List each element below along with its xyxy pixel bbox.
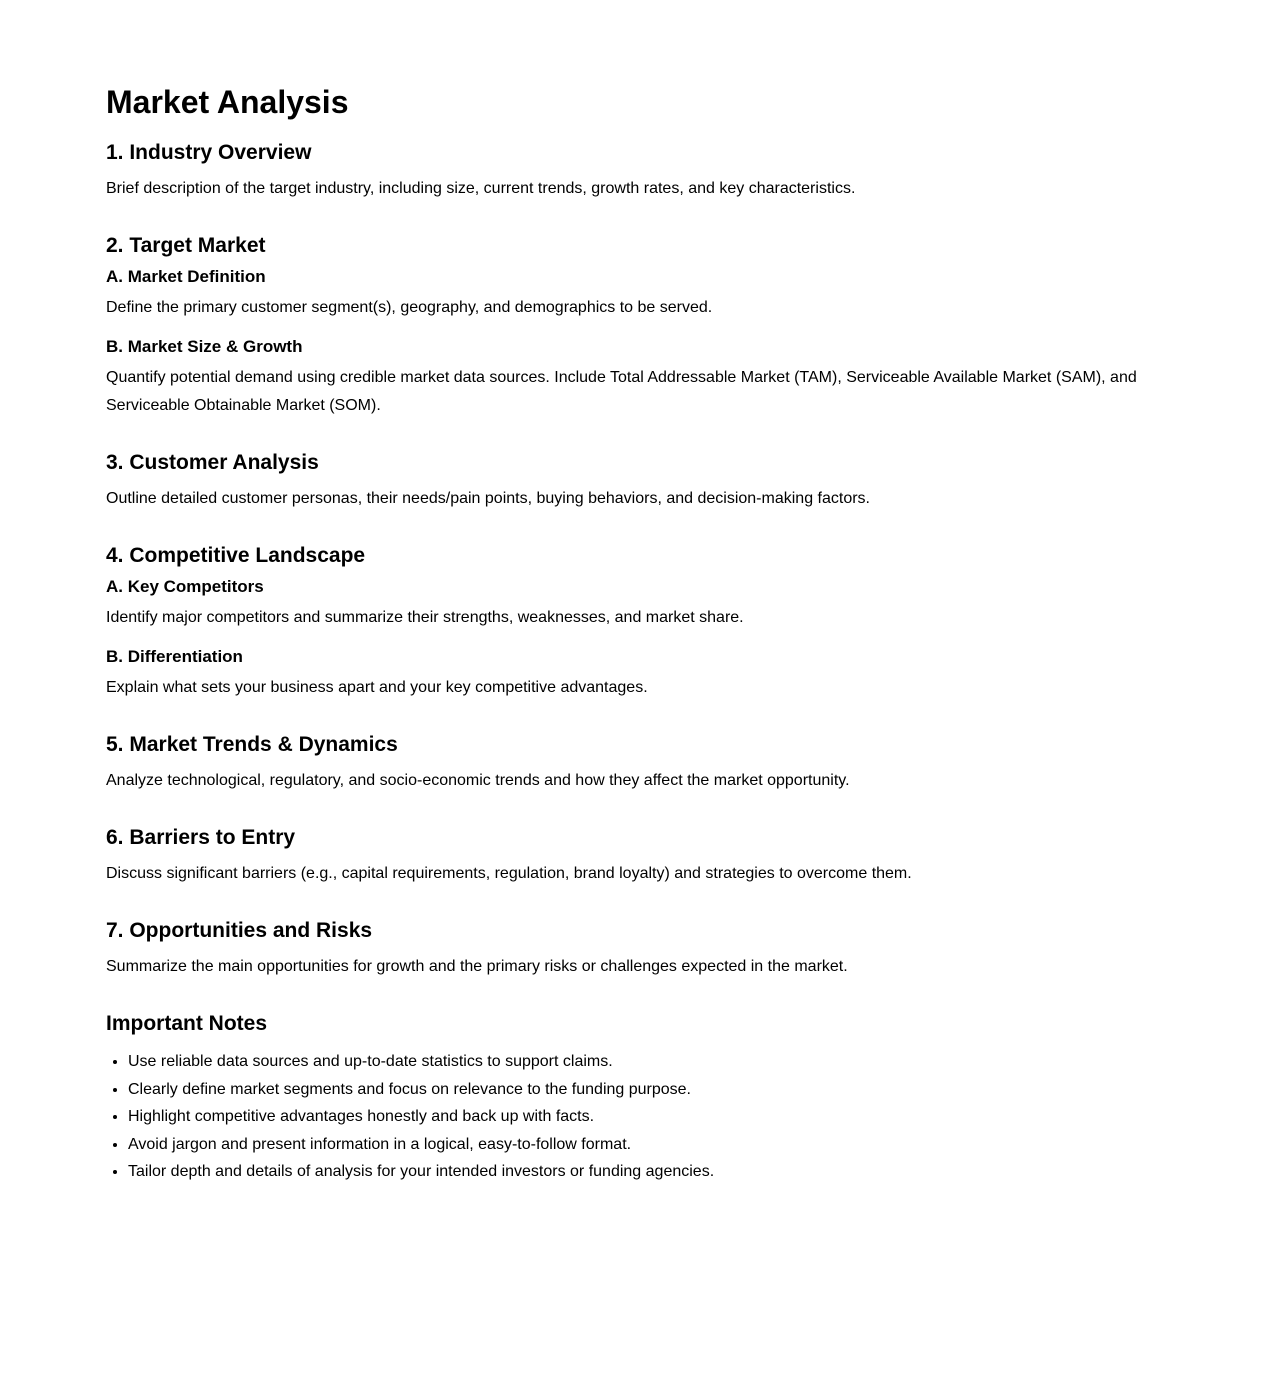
subsection-text: Explain what sets your business apart and your key competitive advantages. xyxy=(106,679,648,696)
section-text: Brief description of the target industry, including size, current trends, growth rates, and key characteristics. xyxy=(106,180,856,197)
subsection-text: Quantify potential demand using credible market data sources. Include Total Addressable Market (TAM), Serviceable Available Market (SAM), and Serviceable Obtainable Market (SOM). xyxy=(106,369,1137,414)
section-text: Summarize the main opportunities for growth and the primary risks or challenges expected in the market. xyxy=(106,958,848,975)
section-heading: 2. Target Market xyxy=(106,234,266,257)
subsection-key-competitors xyxy=(106,576,1157,632)
section-text: Analyze technological, regulatory, and socio-economic trends and how they affect the market opportunity. xyxy=(106,772,850,789)
section-heading: 4. Competitive Landscape xyxy=(106,544,366,567)
section-text: Outline detailed customer personas, their needs/pain points, buying behaviors, and decision-making factors. xyxy=(106,490,870,507)
section-heading: 6. Barriers to Entry xyxy=(106,826,296,849)
section-heading: 3. Customer Analysis xyxy=(106,451,319,474)
subsection-heading: A. Market Definition xyxy=(106,267,266,286)
notes-list-item: • Highlight competitive advantages honestly and back up with facts. xyxy=(128,1103,1157,1131)
notes-list-item: • Clearly define market segments and focus on relevance to the funding purpose. xyxy=(128,1076,1157,1104)
notes-list-item: • Use reliable data sources and up-to-date statistics to support claims. xyxy=(128,1048,1157,1076)
subsection-heading: B. Market Size & Growth xyxy=(106,337,303,356)
section-competitive-landscape xyxy=(106,543,1157,702)
section-heading: 7. Opportunities and Risks xyxy=(106,919,373,942)
subsection-heading: B. Differentiation xyxy=(106,647,243,666)
section-heading: 5. Market Trends & Dynamics xyxy=(106,733,398,756)
section-barriers-to-entry xyxy=(106,825,1157,888)
page-title: Market Analysis xyxy=(106,84,349,120)
notes-list xyxy=(106,1048,1157,1186)
section-heading: 1. Industry Overview xyxy=(106,141,312,164)
notes-list-item: • Avoid jargon and present information in a logical, easy-to-follow format. xyxy=(128,1131,1157,1159)
section-important-notes xyxy=(106,1011,1157,1186)
section-opportunities-risks xyxy=(106,918,1157,981)
subsection-heading: A. Key Competitors xyxy=(106,577,264,596)
subsection-differentiation xyxy=(106,646,1157,702)
section-target-market xyxy=(106,233,1157,420)
section-industry-overview xyxy=(106,140,1157,203)
section-market-trends xyxy=(106,732,1157,795)
subsection-market-size-growth xyxy=(106,336,1157,420)
subsection-text: Define the primary customer segment(s), geography, and demographics to be served. xyxy=(106,299,713,316)
subsection-market-definition xyxy=(106,266,1157,322)
notes-heading: Important Notes xyxy=(106,1012,268,1035)
notes-list-item: • Tailor depth and details of analysis for your intended investors or funding agencies. xyxy=(128,1158,1157,1186)
section-text: Discuss significant barriers (e.g., capital requirements, regulation, brand loyalty) and strategies to overcome them. xyxy=(106,865,912,882)
subsection-text: Identify major competitors and summarize their strengths, weaknesses, and market share. xyxy=(106,609,744,626)
section-customer-analysis xyxy=(106,450,1157,513)
